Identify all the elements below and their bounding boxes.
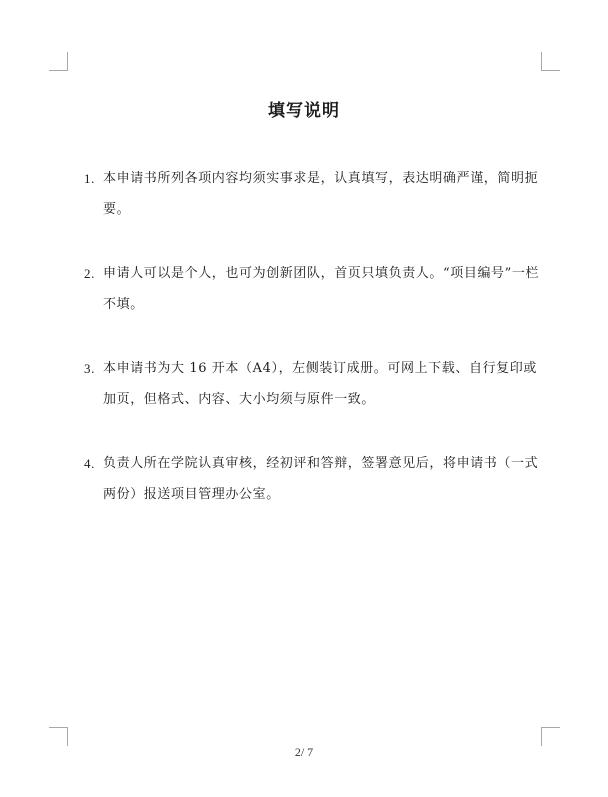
instruction-item: [84, 258, 544, 320]
margin-mark-bottom-left: [49, 727, 68, 746]
margin-mark-top-left: [49, 52, 68, 71]
instruction-item: [84, 448, 544, 510]
page-title: 填写说明: [268, 101, 340, 121]
item-text: 负责人所在学院认真审核，经初评和答辩，签署意见后，将申请书（一式两份）报送项目管理办公室。: [103, 456, 539, 502]
instruction-list: [84, 163, 544, 543]
page-number: 2/ 7: [294, 745, 314, 759]
margin-mark-top-right: [541, 52, 560, 71]
item-text: 本申请书为大 16 开本（A4），左侧装订成册。可网上下载、自行复印或加页，但格式、内容、大小均须与原件一致。: [103, 361, 537, 407]
instruction-item: [84, 353, 544, 415]
item-text: 申请人可以是个人，也可为创新团队，首页只填负责人。“项目编号”一栏不填。: [103, 266, 540, 312]
instruction-item: [84, 163, 544, 225]
item-text: 本申请书所列各项内容均须实事求是，认真填写，表达明确严谨，简明扼要。: [103, 171, 539, 217]
margin-mark-bottom-right: [541, 727, 560, 746]
item-number: 3.: [84, 361, 95, 376]
item-number: 4.: [84, 456, 95, 471]
item-number: 1.: [84, 171, 95, 186]
item-number: 2.: [84, 266, 95, 281]
